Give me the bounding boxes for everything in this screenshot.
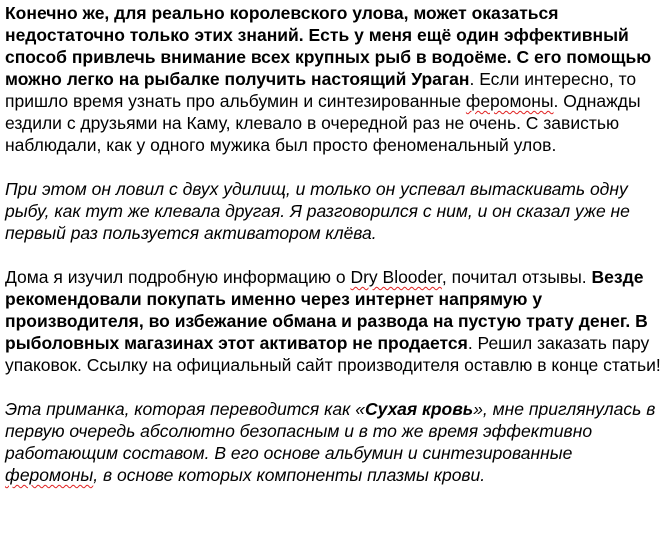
body-text: , почитал отзывы. <box>441 267 592 287</box>
bold-text: Везде рекомендовали покупать именно через интернет напрямую у производителя, во избежание обмана и развода на пустую трату денег. В рыболовных магазинах этот активатор не продается <box>5 267 648 353</box>
spellcheck-word: феромоны <box>465 91 554 111</box>
paragraph-intro <box>5 2 663 156</box>
paragraph-research <box>5 266 663 376</box>
italic-text: При этом он ловил с двух удилищ, и только он успевал вытаскивать одну рыбу, как тут же клевала другая. Я разговорился с ним, и он сказал уже не первый раз пользуется активатором клёва. <box>5 179 630 243</box>
spellcheck-word: феромоны <box>5 465 94 485</box>
italic-text: », мне приглянулась в первую очередь абсолютно безопасным и в то же время эффективно работающим составом. В его основе альбумин и синтезированные <box>5 399 656 463</box>
italic-text: , в основе которых компоненты плазмы крови. <box>93 465 486 485</box>
body-text: Дома я изучил подробную информацию о <box>5 267 351 287</box>
paragraph-description <box>5 398 663 486</box>
spellcheck-word: Dry Blooder <box>350 267 442 287</box>
paragraph-quote <box>5 178 663 244</box>
bold-italic-text: Сухая кровь <box>365 399 474 419</box>
body-text: . Однажды ездили с друзьями на Каму, клевало в очередной раз не очень. С завистью наблюдали, как у одного мужика был просто феноменальный улов. <box>5 91 641 155</box>
italic-text: Эта приманка, которая переводится как « <box>5 399 365 419</box>
body-text: . Если интересно, то пришло время узнать про альбумин и синтезированные <box>5 69 637 111</box>
italic-text <box>5 399 655 485</box>
body-text: . Решил заказать пару упаковок. Ссылку на официальный сайт производителя оставлю в конце статьи! <box>5 333 661 375</box>
bold-text: Конечно же, для реально королевского улова, может оказаться недостаточно только этих знаний. Есть у меня ещё один эффективный способ привлечь внимание всех крупных рыб в водоёме. С его помощью можно легко на рыбалке получить настоящий Ураган <box>5 3 652 89</box>
